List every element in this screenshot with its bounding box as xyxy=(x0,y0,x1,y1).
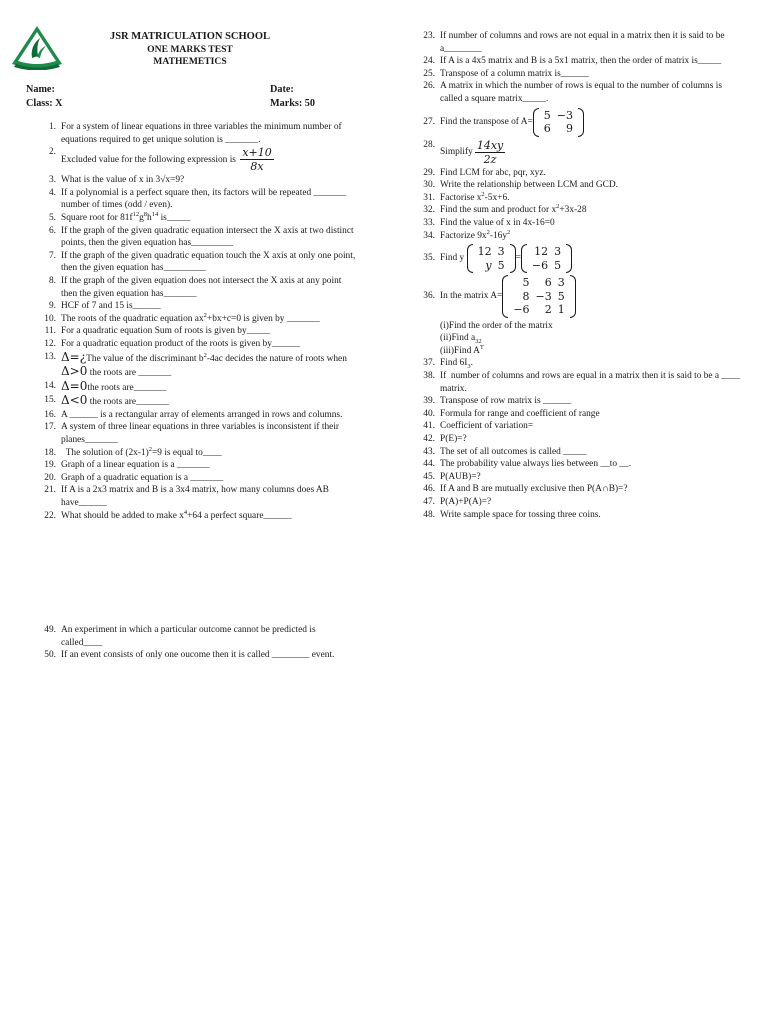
question-number: 1. xyxy=(48,122,56,132)
matrix-cell: 3 xyxy=(497,245,505,259)
matrix-cell: 3 xyxy=(554,245,562,259)
text: (ii)Find a xyxy=(440,333,476,344)
math-symbol: Δ<0 xyxy=(61,393,88,408)
matrix-cell: 5 xyxy=(497,258,505,272)
question-item xyxy=(420,496,742,509)
question-item xyxy=(41,275,359,300)
question-item xyxy=(41,174,359,187)
question-item xyxy=(420,30,742,55)
text: If A is a 2x3 matrix and B is a 3x4 matrix, how many columns does AB have______ xyxy=(61,485,332,509)
superscript: 2 xyxy=(203,311,207,319)
question-text xyxy=(61,326,270,336)
question-number: 14. xyxy=(44,380,56,391)
matrix-cell: 5 xyxy=(557,289,565,303)
text: Find 6I xyxy=(440,358,468,369)
text: . xyxy=(470,358,473,369)
question-text xyxy=(61,311,320,324)
question-text xyxy=(440,459,631,469)
superscript: 2 xyxy=(486,228,490,236)
question-text xyxy=(61,226,356,249)
matrix xyxy=(533,108,584,137)
matrix-grid xyxy=(510,276,567,317)
question-item xyxy=(420,446,742,459)
text: Write the relationship between LCM and GCD. xyxy=(440,180,618,191)
text: +3x-28 xyxy=(559,205,587,216)
question-number: 46. xyxy=(423,484,435,495)
question-number: 25. xyxy=(423,68,435,79)
question-number: 26. xyxy=(423,81,435,92)
fraction-denominator: 8x xyxy=(250,160,264,174)
text: b xyxy=(198,353,204,364)
fraction xyxy=(475,139,505,166)
question-number: 39. xyxy=(423,396,435,407)
text: Square root for 81f xyxy=(61,212,133,223)
question-text xyxy=(440,108,584,137)
school-name: JSR MATRICULATION SCHOOL xyxy=(109,31,271,42)
question-number: 30. xyxy=(423,180,435,191)
question-number: 29. xyxy=(423,167,435,178)
text: The probability value always lies between __to __. xyxy=(440,459,632,470)
question-number: 34. xyxy=(423,230,435,241)
question-text xyxy=(440,321,553,331)
question-text xyxy=(440,343,484,356)
question-item xyxy=(41,187,359,212)
subscript: 32 xyxy=(475,338,482,346)
text: If a polynomial is a perfect square then, its factors will be repeated _______ number of times (odd / even). xyxy=(61,187,349,211)
question-number: 22. xyxy=(44,510,56,521)
question-text xyxy=(61,445,222,458)
question-item xyxy=(41,472,359,485)
question-text xyxy=(440,484,628,494)
question-item xyxy=(41,459,359,472)
question-number: 42. xyxy=(423,433,435,444)
question-item xyxy=(41,212,359,225)
text: If number of columns and rows are not equal in a matrix then it is said to be a________ xyxy=(440,31,727,54)
question-number: 48. xyxy=(423,509,435,520)
matrix-grid xyxy=(475,245,508,272)
question-text xyxy=(61,276,344,299)
question-item xyxy=(420,370,742,395)
matrix-cell: 1 xyxy=(557,303,565,317)
question-item xyxy=(41,394,359,409)
question-number: 35. xyxy=(423,253,435,264)
question-number: 12. xyxy=(44,338,56,349)
question-item xyxy=(41,409,359,422)
fraction-numerator: 14xy xyxy=(476,138,504,152)
text: HCF of 7 and 15 is______ xyxy=(61,301,161,312)
question-item xyxy=(41,250,359,275)
question-number: 10. xyxy=(44,313,56,324)
text: (i)Find the order of the matrix xyxy=(440,320,553,331)
question-text xyxy=(61,473,223,483)
test-title: ONE MARKS TEST xyxy=(147,44,233,55)
question-number: 33. xyxy=(423,217,435,228)
matrix-left-paren xyxy=(533,108,539,137)
matrix-cell: −6 xyxy=(531,258,549,272)
question-item xyxy=(420,55,742,68)
question-text xyxy=(61,625,318,648)
question-text xyxy=(440,31,727,54)
question-number: 43. xyxy=(423,446,435,457)
matrix-cell: 6 xyxy=(544,276,552,290)
question-text xyxy=(61,460,210,470)
matrix-left-paren xyxy=(502,275,508,318)
text: -4ac decides the nature of roots when xyxy=(206,353,347,364)
matrix-cell: 12 xyxy=(534,245,549,259)
question-text xyxy=(440,510,601,520)
question-number: 41. xyxy=(423,421,435,432)
marks-label: Marks: 50 xyxy=(270,98,315,109)
text: The set of all outcomes is called _____ xyxy=(440,446,587,457)
question-item xyxy=(420,108,742,137)
question-number: 11. xyxy=(44,326,56,337)
question-text xyxy=(440,371,743,394)
question-text xyxy=(440,333,482,346)
question-item xyxy=(420,167,742,180)
question-item xyxy=(420,509,742,522)
question-text xyxy=(440,434,467,444)
matrix-cell: 12 xyxy=(477,245,492,259)
question-item xyxy=(41,624,359,649)
question-text xyxy=(61,251,358,274)
text: If an event consists of only one oucome then it is called ________ event. xyxy=(61,650,335,661)
question-text xyxy=(61,378,167,393)
question-text xyxy=(440,421,533,431)
question-text xyxy=(440,205,587,215)
text: Formula for range and coefficient of range xyxy=(440,408,600,419)
matrix-cell: 9 xyxy=(566,122,573,136)
question-item xyxy=(41,313,359,326)
text: g xyxy=(139,212,144,223)
question-item xyxy=(41,351,359,380)
text: Write sample space for tossing three coins. xyxy=(440,509,601,520)
text: Find y xyxy=(440,253,467,264)
matrix-cell: 5 xyxy=(543,108,551,122)
question-item xyxy=(420,179,742,192)
question-item xyxy=(420,332,742,345)
question-item xyxy=(420,275,742,318)
question-item xyxy=(420,408,742,421)
text: If the graph of the given equation does not intersect the X axis at any point then the given equation has_______ xyxy=(61,275,344,299)
superscript: T xyxy=(479,343,484,351)
question-text xyxy=(61,485,331,508)
question-number: 32. xyxy=(423,205,435,216)
question-number: 45. xyxy=(423,471,435,482)
text: Find the sum and product for x xyxy=(440,205,557,216)
question-item xyxy=(420,471,742,484)
question-number: 31. xyxy=(423,192,435,203)
question-item xyxy=(41,380,359,395)
fraction xyxy=(240,146,273,173)
question-text xyxy=(440,228,511,241)
question-item xyxy=(420,80,742,105)
math-symbol: Δ=¿ xyxy=(61,349,87,364)
question-number: 3. xyxy=(48,175,56,186)
question-number: 47. xyxy=(423,496,435,507)
question-number: 40. xyxy=(423,408,435,419)
question-number: 36. xyxy=(423,291,435,302)
text: Graph of a quadratic equation is a _______ xyxy=(61,472,224,483)
question-item xyxy=(420,217,742,230)
question-text xyxy=(440,497,491,507)
text: For a quadratic equation Sum of roots is given by_____ xyxy=(61,326,271,337)
question-number: 2. xyxy=(48,147,56,158)
question-text xyxy=(61,393,169,408)
text: If number of columns and rows are equal in a matrix then it is said to be a ____ matrix. xyxy=(440,371,743,394)
question-item xyxy=(41,146,359,173)
text: What is the value of x in 3√x=9? xyxy=(61,175,185,186)
text: If the graph of the given quadratic equation intersect the X axis at two distinct points, then the given equation has_________ xyxy=(61,225,356,249)
superscript: 8 xyxy=(143,210,148,218)
matrix-right-paren xyxy=(566,244,572,273)
question-text xyxy=(61,188,349,211)
school-logo xyxy=(10,24,64,70)
text: Coefficient of variation= xyxy=(440,421,534,432)
text: The roots of the quadratic equation ax xyxy=(61,313,204,324)
fraction-numerator: x+10 xyxy=(242,146,272,160)
question-item xyxy=(41,225,359,250)
question-text xyxy=(61,349,347,379)
matrix-cell: −3 xyxy=(556,108,573,122)
question-text xyxy=(440,69,589,79)
question-text xyxy=(61,650,334,660)
question-text xyxy=(440,358,473,371)
text: (iii)Find A xyxy=(440,345,480,356)
matrix xyxy=(502,275,575,318)
question-text xyxy=(61,301,161,311)
question-item xyxy=(41,121,359,146)
question-item xyxy=(420,204,742,217)
superscript: 2 xyxy=(148,445,152,453)
question-text xyxy=(440,275,576,318)
subscript: 3 xyxy=(467,363,471,371)
text: For a system of linear equations in three variables the minimum number of equations required to get unique solution is _______. xyxy=(61,122,345,145)
question-text xyxy=(61,122,344,145)
question-number: 18. xyxy=(44,447,56,458)
superscript: 2 xyxy=(507,228,511,236)
question-text xyxy=(61,146,274,174)
matrix-cell: y xyxy=(485,258,492,272)
text: the roots are_______ xyxy=(87,382,167,393)
question-text xyxy=(440,244,572,273)
text: Factorize 9x xyxy=(440,230,487,241)
text: Find the transpose of A= xyxy=(440,116,533,127)
text: Graph of a linear equation is a _______ xyxy=(61,460,210,471)
question-item xyxy=(420,357,742,370)
matrix-grid xyxy=(541,109,576,136)
matrix xyxy=(467,244,516,273)
matrix-grid xyxy=(529,245,564,272)
question-number: 38. xyxy=(423,371,435,381)
text: If A and B are mutually exclusive then P(A∩B)=? xyxy=(440,484,628,495)
text: the roots are_______ xyxy=(87,397,169,408)
question-item xyxy=(420,320,742,333)
text: If the graph of the given quadratic equation touch the X axis at only one point, then the given equation has_________ xyxy=(61,250,358,274)
question-item xyxy=(41,300,359,313)
date-label: Date: xyxy=(270,84,294,95)
question-number: 15. xyxy=(44,395,56,406)
question-item xyxy=(41,510,359,523)
math-symbol: Δ=0 xyxy=(61,378,88,393)
question-number: 23. xyxy=(423,31,435,41)
name-label: Name: xyxy=(26,84,55,95)
question-item xyxy=(41,649,359,662)
subject-title: MATHEMETICS xyxy=(153,56,227,67)
question-text xyxy=(61,508,292,521)
text: the roots are _______ xyxy=(87,368,172,379)
question-item xyxy=(41,421,359,446)
question-item xyxy=(41,338,359,351)
question-item xyxy=(420,395,742,408)
text: A system of three linear equations in three variables is inconsistent if their planes_______ xyxy=(61,422,342,446)
question-text xyxy=(61,339,300,349)
question-number: 50. xyxy=(44,650,56,661)
matrix-cell: 5 xyxy=(554,258,562,272)
text: The solution of (2x-1) xyxy=(61,447,149,458)
text: +bx+c=0 is given by _______ xyxy=(206,313,320,324)
question-item xyxy=(420,458,742,471)
superscript: 2 xyxy=(481,190,485,198)
question-item xyxy=(420,230,742,243)
question-number: 9. xyxy=(48,301,56,312)
superscript: 12 xyxy=(132,210,140,218)
question-item xyxy=(420,420,742,433)
question-number: 5. xyxy=(48,212,56,223)
text: If A is a 4x5 matrix and B is a 5x1 matrix, then the order of matrix is_____ xyxy=(440,56,722,67)
text: Simplify xyxy=(440,147,473,158)
matrix-cell: 6 xyxy=(543,122,551,136)
question-number: 49. xyxy=(44,625,56,635)
question-number: 24. xyxy=(423,56,435,67)
question-number: 17. xyxy=(44,422,56,433)
question-text xyxy=(440,218,555,228)
class-label: Class: X xyxy=(26,98,63,109)
question-text xyxy=(440,472,481,482)
matrix-left-paren xyxy=(467,244,473,273)
question-text xyxy=(440,81,724,104)
matrix-cell: −6 xyxy=(513,303,530,317)
text: The value of the discriminant xyxy=(86,353,199,364)
question-number: 21. xyxy=(44,485,56,496)
question-text xyxy=(440,180,618,190)
question-item xyxy=(420,139,742,166)
question-number: 8. xyxy=(48,275,56,286)
question-number: 16. xyxy=(44,409,56,420)
matrix-right-paren xyxy=(570,275,576,318)
text: =9 is equal to____ xyxy=(152,447,222,458)
text: -5x+6. xyxy=(484,192,510,203)
question-number: 44. xyxy=(423,459,435,470)
text: Transpose of a column matrix is______ xyxy=(440,68,589,79)
question-number: 13. xyxy=(44,351,56,362)
question-text xyxy=(440,190,510,203)
question-number: 4. xyxy=(48,187,56,198)
matrix-cell: 3 xyxy=(557,276,565,290)
text: P(E)=? xyxy=(440,433,467,444)
question-item xyxy=(41,447,359,460)
text: is_____ xyxy=(158,212,191,223)
text: Find the value of x in 4x-16=0 xyxy=(440,217,555,228)
right-question-list xyxy=(420,30,742,521)
left-question-list xyxy=(41,121,359,522)
question-item xyxy=(420,244,742,273)
matrix-left-paren xyxy=(521,244,527,273)
question-text xyxy=(61,422,341,445)
question-text xyxy=(440,138,505,166)
matrix xyxy=(521,244,572,273)
fraction-denominator: 2z xyxy=(483,152,497,166)
text: h xyxy=(147,212,152,223)
text: Transpose of row matrix is ______ xyxy=(440,396,572,407)
question-number: 7. xyxy=(48,250,56,261)
text: Factorise x xyxy=(440,192,482,203)
question-text xyxy=(440,396,571,406)
question-text xyxy=(61,210,191,223)
question-item xyxy=(420,68,742,81)
superscript: 2 xyxy=(556,203,560,211)
question-number: 28. xyxy=(423,139,435,150)
superscript: 14 xyxy=(151,210,159,218)
text: Excluded value for the following expression is xyxy=(61,154,239,165)
text: +64 a perfect square______ xyxy=(187,510,292,521)
text: Find LCM for abc, pqr, xyz. xyxy=(440,167,546,178)
text: P(AUB)=? xyxy=(440,471,481,482)
math-symbol: Δ>0 xyxy=(61,364,88,379)
superscript: 2 xyxy=(203,351,207,359)
text: For a quadratic equation product of the roots is given by______ xyxy=(61,338,301,349)
question-item xyxy=(420,345,742,358)
question-number: 19. xyxy=(44,460,56,471)
question-text xyxy=(440,168,546,178)
text: A ______ is a rectangular array of elements arranged in rows and columns. xyxy=(61,409,343,420)
question-item xyxy=(420,192,742,205)
matrix-cell: −3 xyxy=(535,289,552,303)
question-text xyxy=(440,447,587,457)
question-text xyxy=(61,410,342,420)
bottom-question-list xyxy=(41,624,359,662)
superscript: 4 xyxy=(183,508,188,516)
text: What should be added to make x xyxy=(61,510,184,521)
question-item xyxy=(41,325,359,338)
question-text xyxy=(440,409,600,419)
matrix-cell: 5 xyxy=(522,276,530,290)
question-number: 6. xyxy=(48,225,56,236)
question-item xyxy=(420,483,742,496)
text: A matrix in which the number of rows is equal to the number of columns is called a square matrix_____. xyxy=(440,81,725,104)
question-text xyxy=(440,56,721,66)
text: In the matrix A= xyxy=(440,291,503,302)
equals-sign: = xyxy=(515,253,521,264)
matrix-right-paren xyxy=(578,108,584,137)
question-number: 20. xyxy=(44,472,56,483)
text: -16y xyxy=(489,230,508,241)
question-item xyxy=(420,433,742,446)
text: An experiment in which a particular outcome cannot be predicted is called____ xyxy=(61,625,318,648)
question-text xyxy=(61,175,184,185)
matrix-cell: 8 xyxy=(522,289,530,303)
matrix-cell: 2 xyxy=(544,303,552,317)
text: P(A)+P(A)=? xyxy=(440,496,492,507)
question-number: 27. xyxy=(423,116,435,127)
question-number: 37. xyxy=(423,358,435,369)
question-item xyxy=(41,484,359,509)
